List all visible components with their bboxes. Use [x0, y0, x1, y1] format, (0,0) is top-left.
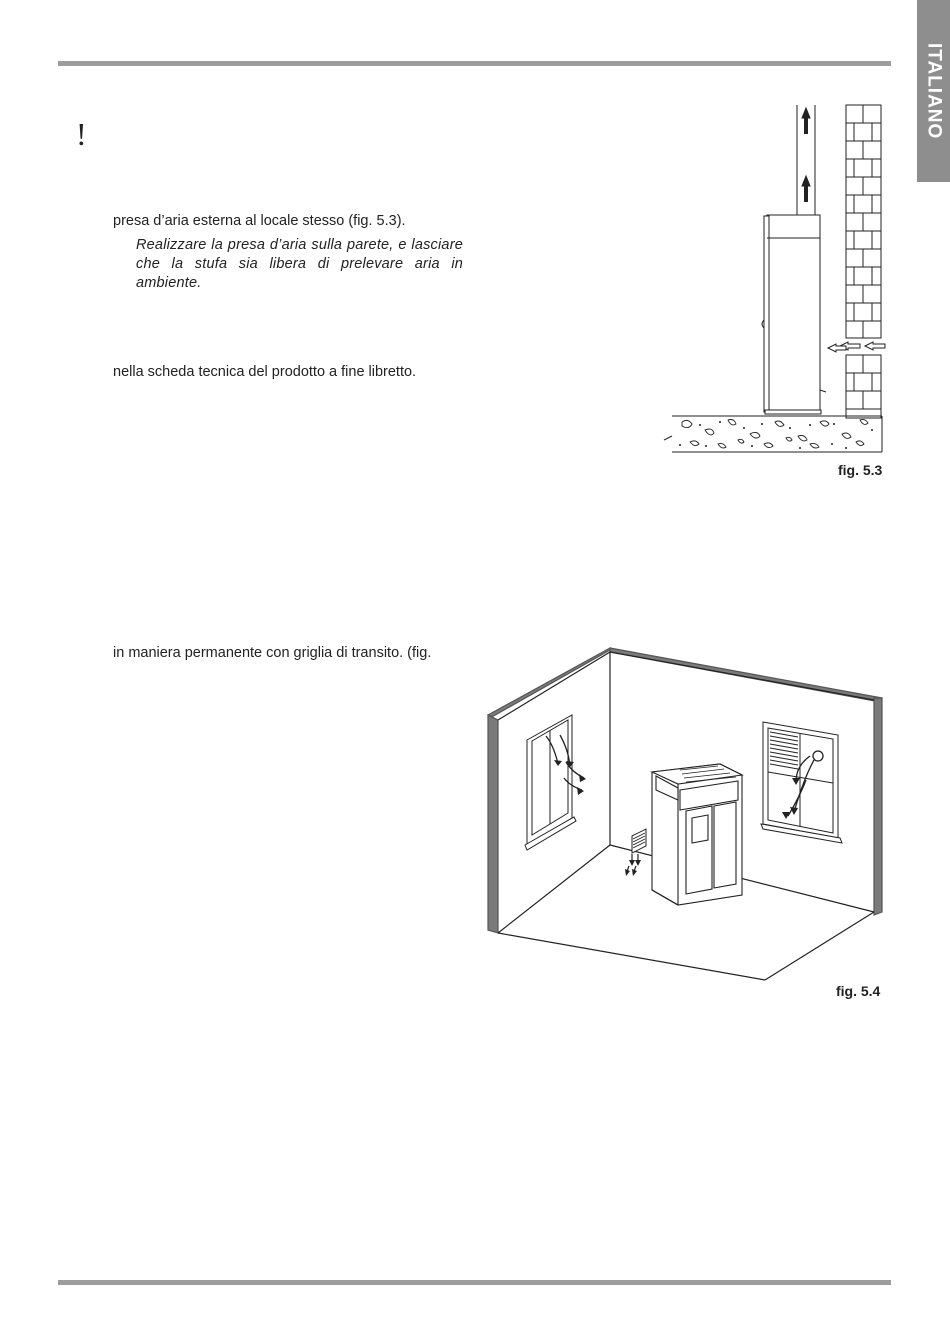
language-tab-label: ITALIANO [923, 42, 945, 140]
language-tab [917, 0, 950, 182]
italic-note: Realizzare la presa d’aria sulla parete, e lasciare che la stufa sia libera di prelevare aria in ambiente. [136, 237, 463, 291]
paragraph-line-2: nella scheda tecnica del prodotto a fine libretto. [113, 364, 417, 380]
warning-mark: ! [76, 116, 87, 152]
paragraph-line-3: in maniera permanente con griglia di transito. (fig. [113, 645, 432, 661]
paragraph-line-1: presa d’aria esterna al locale stesso (fig. 5.3). [113, 213, 406, 229]
footer-rule [58, 1280, 891, 1285]
figure-5-4-illustration [480, 640, 890, 985]
figure-5-3-caption: fig. 5.3 [838, 462, 883, 478]
figure-5-3-illustration [660, 100, 895, 460]
figure-5-4-caption: fig. 5.4 [836, 983, 881, 999]
header-rule [58, 61, 891, 66]
